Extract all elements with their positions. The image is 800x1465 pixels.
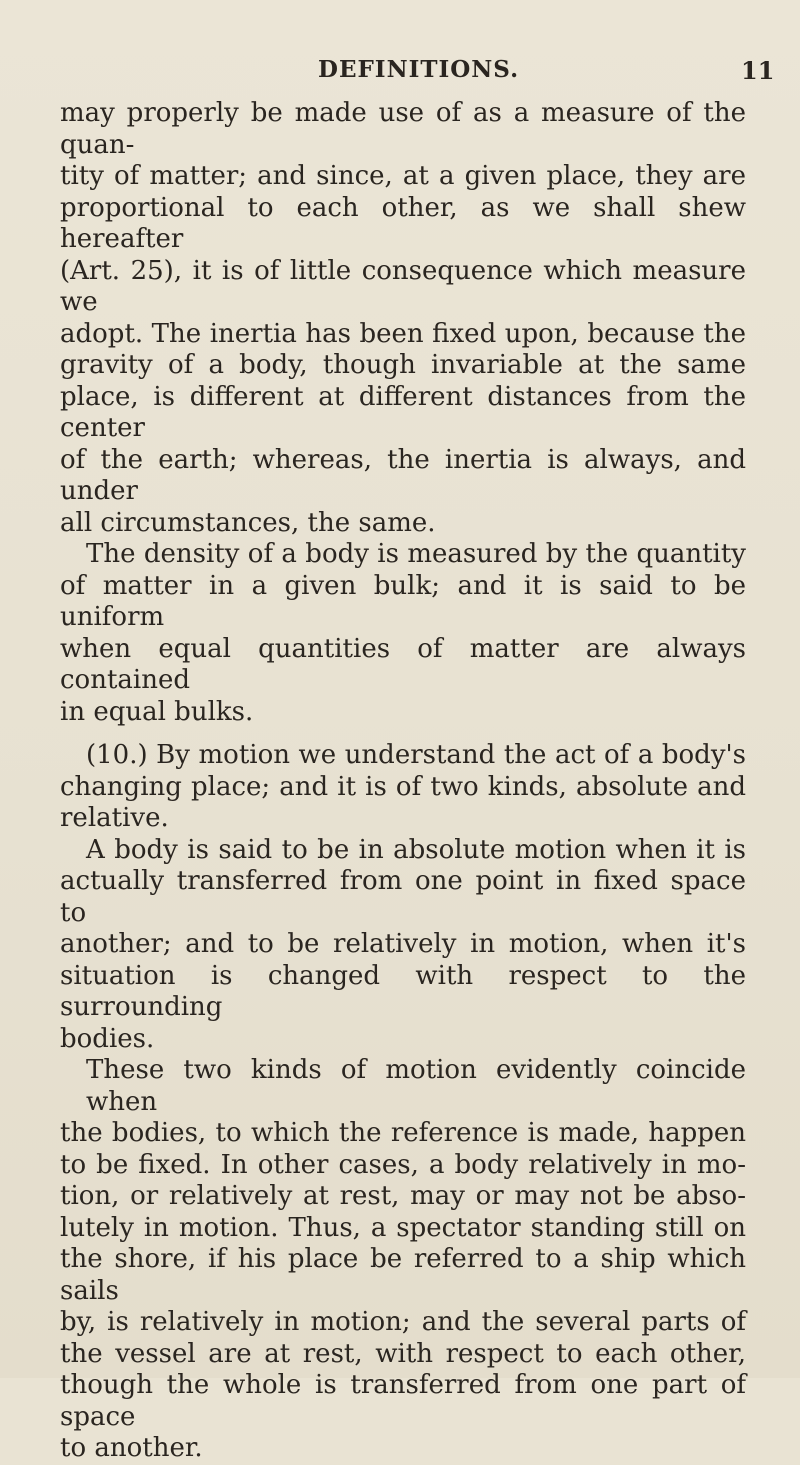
text-line: A body is said to be in absolute motion when it is (86, 834, 746, 865)
text-line: the vessel are at rest, with respect to each other, (60, 1338, 746, 1369)
text-line: lutely in motion. Thus, a spectator standing still on (60, 1212, 746, 1243)
text-line: all circumstances, the same. (60, 507, 436, 538)
text-line: the bodies, to which the reference is made, happen (60, 1118, 746, 1148)
paragraph-3 (60, 740, 746, 835)
text-line: situation is changed with respect to the surrounding (60, 960, 746, 1022)
text-line: (10.) By motion we understand the act of a body's (86, 740, 746, 770)
text-line: proportional to each other, as we shall shew hereafter (60, 192, 746, 254)
text-line: (Art. 25), it is of little consequence which measure we (60, 255, 746, 317)
text-line: though the whole is transferred from one part of space (60, 1370, 746, 1432)
text-line: another; and to be relatively in motion, when it's (60, 929, 746, 959)
text-line: to another. (60, 1433, 203, 1463)
text-line: by, is relatively in motion; and the several parts of (60, 1307, 746, 1337)
paragraph-2 (60, 539, 746, 728)
text-line: relative. (60, 803, 169, 833)
paragraph-4 (60, 835, 746, 1056)
body-text (60, 98, 746, 1465)
text-line: tion, or relatively at rest, may or may not be abso- (60, 1181, 746, 1211)
text-line: may properly be made use of as a measure of the quan- (60, 98, 746, 160)
running-head: DEFINITIONS. (318, 56, 520, 83)
paragraph-5 (60, 1055, 746, 1465)
text-line: adopt. The inertia has been fixed upon, because the (60, 318, 746, 349)
text-line: place, is different at different distances from the center (60, 381, 746, 443)
text-line: to be fixed. In other cases, a body relatively in mo- (60, 1149, 746, 1180)
text-line: bodies. (60, 1023, 155, 1054)
paragraph-gap (60, 728, 746, 740)
text-line: These two kinds of motion evidently coincide when (86, 1055, 746, 1117)
text-line: when equal quantities of matter are always contained (60, 633, 746, 695)
text-line: The density of a body is measured by the quantity (86, 539, 746, 569)
text-line: the shore, if his place be referred to a ship which sails (60, 1244, 746, 1306)
paragraph-1 (60, 98, 746, 539)
text-line: of matter in a given bulk; and it is said to be uniform (60, 570, 746, 632)
text-line: gravity of a body, though invariable at the same (60, 350, 746, 380)
page-header (0, 56, 800, 96)
page-number: 11 (741, 56, 775, 85)
text-line: actually transferred from one point in fixed space to (60, 866, 746, 928)
text-line: of the earth; whereas, the inertia is always, and under (60, 444, 746, 506)
text-line: changing place; and it is of two kinds, absolute and (60, 771, 746, 802)
text-line: tity of matter; and since, at a given place, they are (60, 161, 746, 191)
text-line: in equal bulks. (60, 696, 254, 727)
